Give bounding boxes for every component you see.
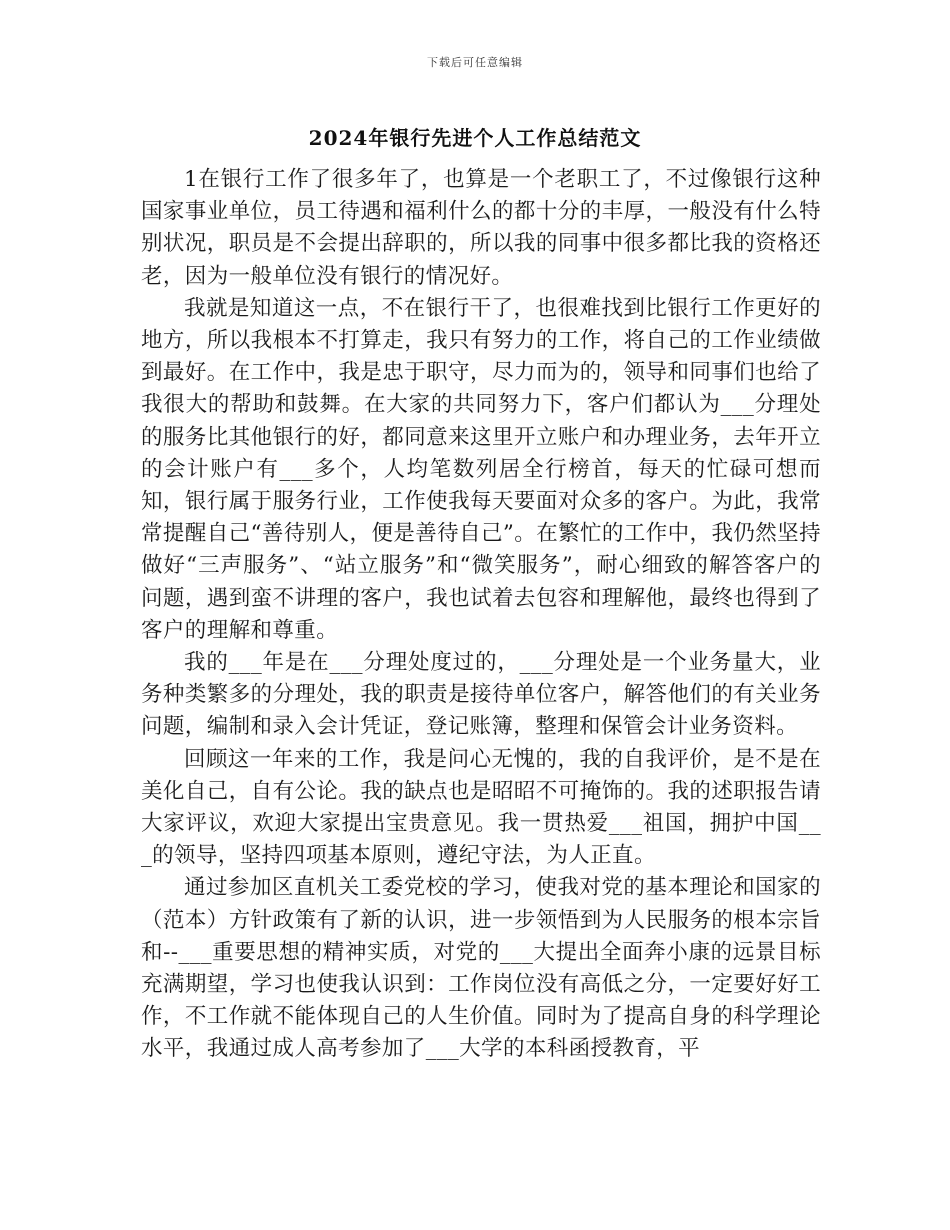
paragraph-5: 通过参加区直机关工委党校的学习，使我对党的基本理论和国家的（范本）方针政策有了新的认识，进一步领悟到为人民服务的根本宗旨和--___重要思想的精神实质，对党的___大提出全面奔小康的远景目标充满期望，学习也使我认识到：工作岗位没有高低之分，一定要好好工作，不工作就不能体现自己的人生价值。同时为了提高自身的科学理论水平，我通过成人高考参加了___大学的本科函授教育，平 bbox=[141, 875, 821, 1062]
document-body bbox=[141, 164, 821, 1066]
paragraph-4: 回顾这一年来的工作，我是问心无愧的，我的自我评价，是不是在美化自己，自有公论。我的缺点也是昭昭不可掩饰的。我的述职报告请大家评议，欢迎大家提出宝贵意见。我一贯热爱___祖国，拥护中国___的领导，坚持四项基本原则，遵纪守法，为人正直。 bbox=[141, 746, 821, 869]
document-title: 2024年银行先进个人工作总结范文 bbox=[308, 126, 642, 150]
paragraph-1: 1在银行工作了很多年了，也算是一个老职工了，不过像银行这种国家事业单位，员工待遇和福利什么的都十分的丰厚，一般没有什么特别状况，职员是不会提出辞职的，所以我的同事中很多都比我的资格还老，因为一般单位没有银行的情况好。 bbox=[141, 167, 821, 289]
paragraph-3: 我的___年是在___分理处度过的，___分理处是一个业务量大，业务种类繁多的分理处，我的职责是接待单位客户，解答他们的有关业务问题，编制和录入会计凭证，登记账簿，整理和保管会计业务资料。 bbox=[141, 650, 821, 740]
paragraph-2: 我就是知道这一点，不在银行干了，也很难找到比银行工作更好的地方，所以我根本不打算走，我只有努力的工作，将自己的工作业绩做到最好。在工作中，我是忠于职守，尽力而为的，领导和同事们也给了我很大的帮助和鼓舞。在大家的共同努力下，客户们都认为___分理处的服务比其他银行的好，都同意来这里开立账户和办理业务，去年开立的会计账户有___多个，人均笔数列居全行榜首，每天的忙碌可想而知，银行属于服务行业，工作使我每天要面对众多的客户。为此，我常常提醒自己“善待别人，便是善待自己”。在繁忙的工作中，我仍然坚持做好“三声服务”、“站立服务”和“微笑服务”，耐心细致的解答客户的问题，遇到蛮不讲理的客户，我也试着去包容和理解他，最终也得到了客户的理解和尊重。 bbox=[141, 295, 821, 643]
page-header-note: 下载后可任意编辑 bbox=[427, 56, 523, 69]
